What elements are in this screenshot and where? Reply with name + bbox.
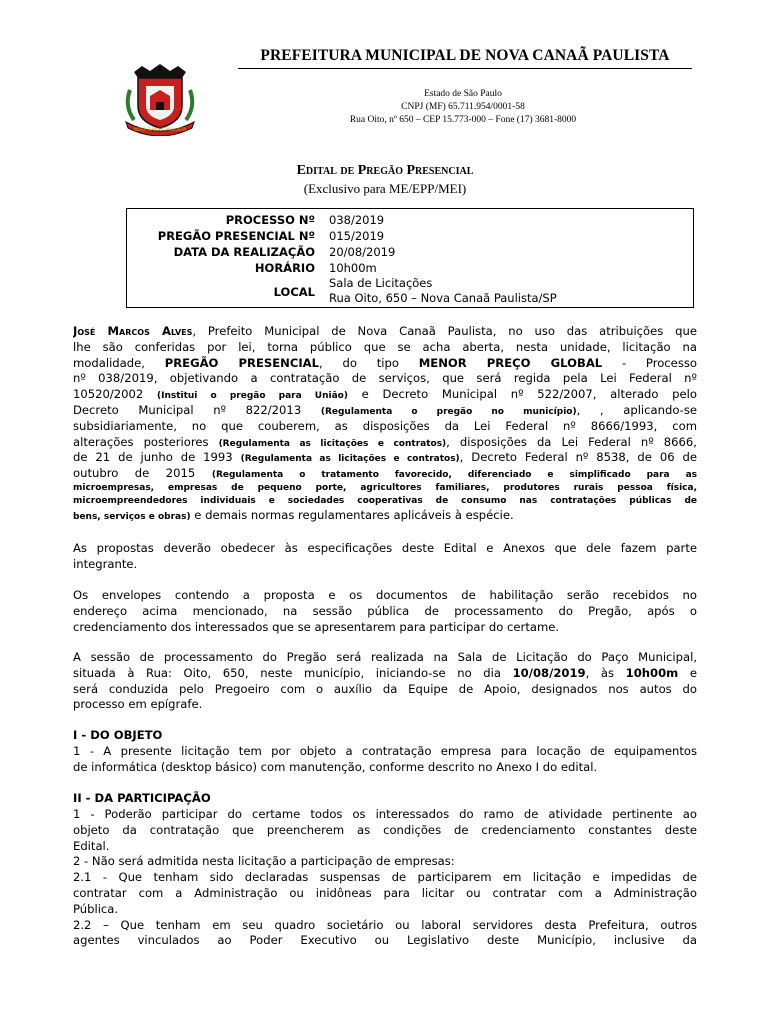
paragraph-line: A sessão de processamento do Pregão será realizada na Sala de Licitação do Paço Municipal, [73, 650, 697, 664]
session-paragraph [73, 650, 697, 713]
processo-label: PROCESSO Nº [225, 213, 315, 227]
state-line: Estado de São Paulo [424, 89, 502, 99]
paragraph-line: Pública. [73, 901, 119, 916]
paragraph-line: 2.2 – Que tenham em seu quadro societário ou laboral servidores desta Prefeitura, outros [73, 917, 697, 932]
intro-line: José Marcos Alves, Prefeito Municipal de Nova Canaã Paulista, no uso das atribuições que [73, 324, 697, 338]
process-info-box [126, 208, 694, 308]
edital-title: Edital de Pregão Presencial [296, 163, 474, 178]
envelopes-paragraph [73, 588, 697, 635]
horario-value: 10h00m [329, 261, 377, 275]
local-value-room: Sala de Licitações [329, 276, 433, 290]
intro-line: 10520/2002 (Institui o pregão para União) e Decreto Municipal nº 522/2007, alterado pelo [73, 387, 697, 402]
section-objeto-title: I - DO OBJETO [73, 728, 163, 742]
intro-line: Decreto Municipal nº 822/2013 (Regulamenta o pregão no município), , aplicando-se [73, 402, 697, 417]
data-realizacao-value: 20/08/2019 [329, 245, 396, 259]
intro-paragraph [73, 324, 697, 526]
paragraph-line: contratar com a Administração ou inidôneas para licitar ou contratar com a Administração [73, 885, 697, 900]
paragraph-line: agentes vinculados ao Poder Executivo ou Legislativo deste Município, inclusive da [73, 933, 697, 948]
title-underline [238, 68, 692, 69]
intro-line: outubro de 2015 (Regulamenta o tratamento favorecido, diferenciado e simplificado para as [73, 466, 697, 481]
intro-line: lhe são conferidas por lei, torna público que se acha aberta, nesta unidade, licitação na [73, 339, 697, 354]
intro-line: alterações posteriores (Regulamenta as licitações e contratos), disposições da Lei Federal nº 8666, [73, 434, 697, 449]
paragraph-line: objeto da contratação que preencherem as condições de credenciamento constantes deste [73, 822, 697, 837]
pregao-label: PREGÃO PRESENCIAL Nº [157, 229, 315, 243]
municipality-title: PREFEITURA MUNICIPAL DE NOVA CANAÃ PAULISTA [260, 47, 670, 64]
intro-line: bens, serviços e obras) e demais normas regulamentares aplicáveis à espécie. [73, 507, 514, 522]
section-participacao-text [73, 807, 697, 949]
paragraph-line: processo em epígrafe. [73, 697, 203, 712]
paragraph-line: 1 - A presente licitação tem por objeto a contratação empresa para locação de equipamentos [73, 744, 697, 758]
paragraph-line: 1 - Poderão participar do certame todos os interessados do ramo de atividade pertinente ao [73, 807, 697, 821]
section-objeto-text [73, 744, 697, 776]
intro-line: microempresas, empresas de pequeno porte, agricultores familiares, produtores rurais pessoa física, [73, 482, 697, 493]
cnpj-line: CNPJ (MF) 65.711.954/0001-58 [401, 102, 525, 112]
paragraph-line: será conduzida pelo Pregoeiro com o auxílio da Equipe de Apoio, designados nos autos do [73, 681, 697, 696]
intro-line: de 21 de junho de 1993 (Regulamenta as licitações e contratos), Decreto Federal nº 8538, de 06 de [73, 450, 697, 465]
paragraph-line: de informática (desktop básico) com manutenção, conforme descrito no Anexo I do edital. [73, 759, 598, 774]
intro-line: nº 038/2019, objetivando a contratação de serviços, que será regida pela Lei Federal nº [73, 371, 697, 386]
intro-line: microempreendedores individuais e sociedades cooperativas de consumo nas contratações públicas de [73, 495, 697, 506]
data-realizacao-label: DATA DA REALIZAÇÃO [173, 245, 315, 259]
paragraph-line: As propostas deverão obedecer às especificações deste Edital e Anexos que dele fazem parte [73, 541, 697, 555]
section-participacao-title: II - DA PARTICIPAÇÃO [73, 791, 211, 805]
horario-label: HORÁRIO [254, 261, 315, 275]
paragraph-line: Os envelopes contendo a proposta e os documentos de habilitação serão recebidos no [73, 588, 697, 602]
crest-ribbon-text: NOVA CANAÃ PAULISTA [133, 128, 187, 133]
paragraph-line: situada à Rua: Oito, 650, neste município, iniciando-se no dia 10/08/2019, às 10h00m e [73, 665, 697, 680]
municipal-crest-logo [120, 62, 200, 136]
paragraph-line: 2.1 - Que tenham sido declaradas suspensas de participarem em licitação e impedidas de [73, 870, 697, 885]
paragraph-line: credenciamento dos interessados que se apresentarem para participar do certame. [73, 619, 560, 634]
paragraph-line: 2 - Não será admitida nesta licitação a participação de empresas: [73, 854, 455, 869]
address-line: Rua Oito, nº 650 – CEP 15.773-000 – Fone (17) 3681-8000 [349, 115, 577, 125]
paragraph-line: endereço acima mencionado, na sessão pública de processamento do Pregão, após o [73, 603, 697, 618]
paragraph-line: Edital. [73, 838, 110, 853]
local-label: LOCAL [273, 285, 315, 299]
intro-line: modalidade, PREGÃO PRESENCIAL, do tipo MENOR PREÇO GLOBAL - Processo [73, 355, 697, 370]
edital-subtitle: (Exclusivo para ME/EPP/MEI) [303, 181, 467, 196]
processo-value: 038/2019 [329, 213, 385, 227]
intro-line: subsidiariamente, no que couberem, as disposições da Lei Federal nº 8666/1993, com [73, 418, 697, 433]
local-value-address: Rua Oito, 650 – Nova Canaã Paulista/SP [329, 291, 557, 305]
pregao-value: 015/2019 [329, 229, 385, 243]
paragraph-line: integrante. [73, 556, 138, 571]
proposals-paragraph [73, 541, 697, 573]
